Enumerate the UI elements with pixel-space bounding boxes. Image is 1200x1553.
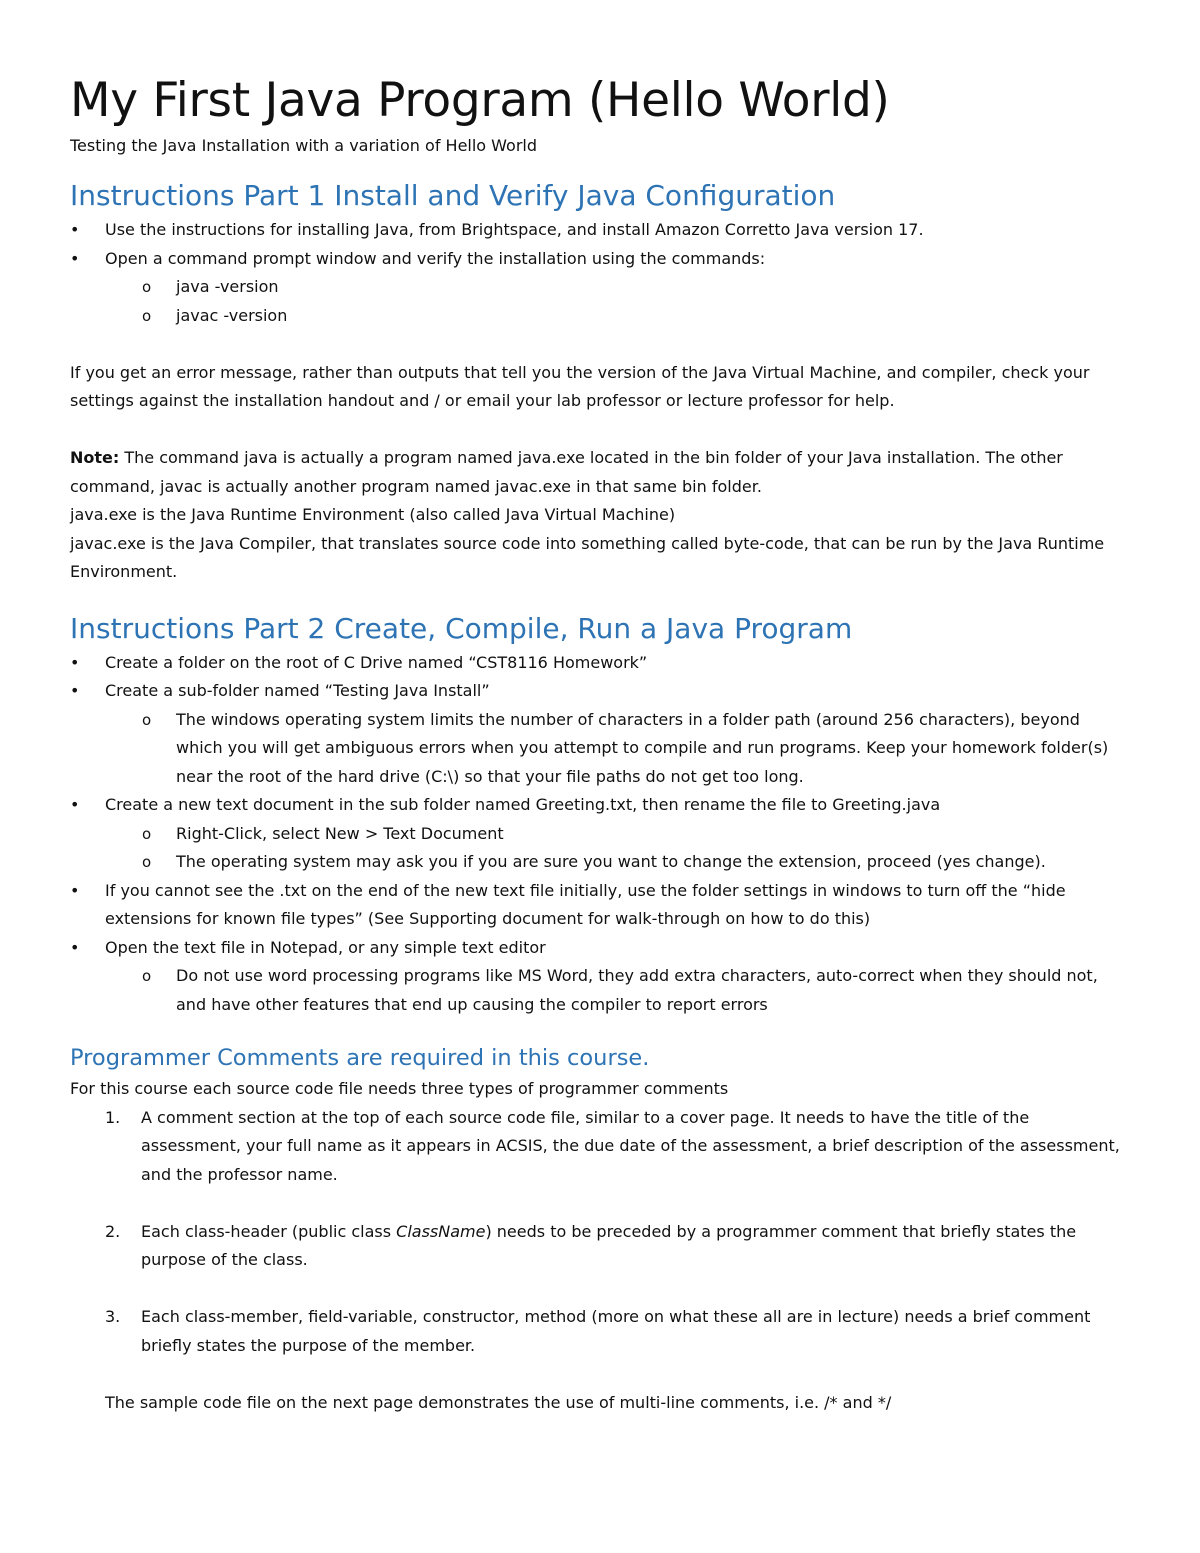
numbered-item: 2. Each class-header (public class ClassName) needs to be preceded by a programmer comment that briefly states the purpose of the class.	[70, 1218, 1130, 1275]
bullet-icon: •	[70, 937, 80, 957]
sub-bullet-icon: o	[142, 853, 152, 871]
sub-list-item: o java -version	[70, 273, 1130, 302]
class-name-italic: ClassName	[396, 1221, 486, 1241]
numbered-item: 1. A comment section at the top of each source code file, similar to a cover page. It needs to have the title of the assessment, your full name as it appears in ACSIS, the due date of the assessment, a brief description of the assessment, and the professor name.	[70, 1104, 1130, 1190]
part2-heading: Instructions Part 2 Create, Compile, Run a Java Program	[70, 611, 853, 645]
list-item: • Use the instructions for installing Java, from Brightspace, and install Amazon Corretto Java version 17.	[70, 216, 1130, 245]
sub-bullet-icon: o	[142, 306, 152, 325]
comments-intro: For this course each source code file needs three types of programmer comments	[70, 1079, 729, 1098]
list-item: • Create a sub-folder named “Testing Java Install”	[70, 677, 1130, 706]
document-page	[70, 70, 1130, 1417]
bullet-icon: •	[70, 220, 80, 239]
item-number: 1.	[105, 1107, 121, 1127]
error-paragraph: If you get an error message, rather than outputs that tell you the version of the Java Virtual Machine, and compiler, check your settings against the installation handout and / or email your lab professor or lecture professor for help.	[70, 362, 1090, 410]
comments-heading: Programmer Comments are required in this course.	[70, 1045, 650, 1071]
bullet-icon: •	[70, 681, 80, 700]
part1-heading: Instructions Part 1 Install and Verify Java Configuration	[70, 179, 836, 212]
part1-list	[70, 216, 1130, 330]
numbered-item: 3. Each class-member, field-variable, constructor, method (more on what these all are in lecture) needs a brief comment briefly states the purpose of the member.	[70, 1303, 1130, 1360]
part2-list	[70, 649, 1130, 1020]
sub-list-item: o Do not use word processing programs like MS Word, they add extra characters, auto-correct when they should not, and have other features that end up causing the compiler to report errors	[70, 962, 1130, 1019]
note-paragraph: Note: The command java is actually a program named java.exe located in the bin folder of your Java installation. The other command, javac is actually another program named javac.exe in that same bin folder.	[70, 448, 1063, 496]
bullet-icon: •	[70, 880, 80, 900]
javac-line: javac.exe is the Java Compiler, that translates source code into something called byte-code, that can be run by the Java Runtime Environment.	[70, 533, 1105, 581]
sub-list-item: o javac -version	[70, 302, 1130, 331]
list-item: • Open a command prompt window and verify the installation using the commands:	[70, 245, 1130, 274]
sub-list-item: o Right-Click, select New > Text Document	[70, 820, 1130, 849]
sub-bullet-icon: o	[142, 824, 152, 843]
comments-list	[70, 1104, 1130, 1361]
item-number: 3.	[105, 1307, 121, 1326]
sub-bullet-icon: o	[142, 710, 152, 729]
bullet-icon: •	[70, 248, 80, 268]
page-subtitle: Testing the Java Installation with a variation of Hello World	[70, 136, 538, 155]
bullet-icon: •	[70, 652, 80, 672]
closing-paragraph: The sample code file on the next page demonstrates the use of multi-line comments, i.e. /* and */	[105, 1392, 892, 1412]
sub-bullet-icon: o	[142, 278, 152, 296]
note-label: Note:	[70, 448, 120, 467]
jre-line: java.exe is the Java Runtime Environment (also called Java Virtual Machine)	[70, 505, 676, 524]
sub-list-item: o The windows operating system limits the number of characters in a folder path (around 256 characters), beyond which you will get ambiguous errors when you attempt to compile and run programs. Keep your homework folder(s) near the root of the hard drive (C:\) so that your file paths do not get too long.	[70, 706, 1130, 792]
sub-bullet-icon: o	[142, 967, 152, 985]
list-item: • Create a new text document in the sub folder named Greeting.txt, then rename the file to Greeting.java	[70, 791, 1130, 820]
list-item: • Open the text file in Notepad, or any simple text editor	[70, 934, 1130, 963]
sub-list-item: o The operating system may ask you if you are sure you want to change the extension, proceed (yes change).	[70, 848, 1130, 877]
bullet-icon: •	[70, 795, 80, 814]
item-number: 2.	[105, 1221, 121, 1241]
page-title: My First Java Program (Hello World)	[70, 73, 890, 128]
list-item: • If you cannot see the .txt on the end of the new text file initially, use the folder settings in windows to turn off the “hide extensions for known file types” (See Supporting document for walk-through on how to do this)	[70, 877, 1130, 934]
list-item: • Create a folder on the root of C Drive named “CST8116 Homework”	[70, 649, 1130, 678]
